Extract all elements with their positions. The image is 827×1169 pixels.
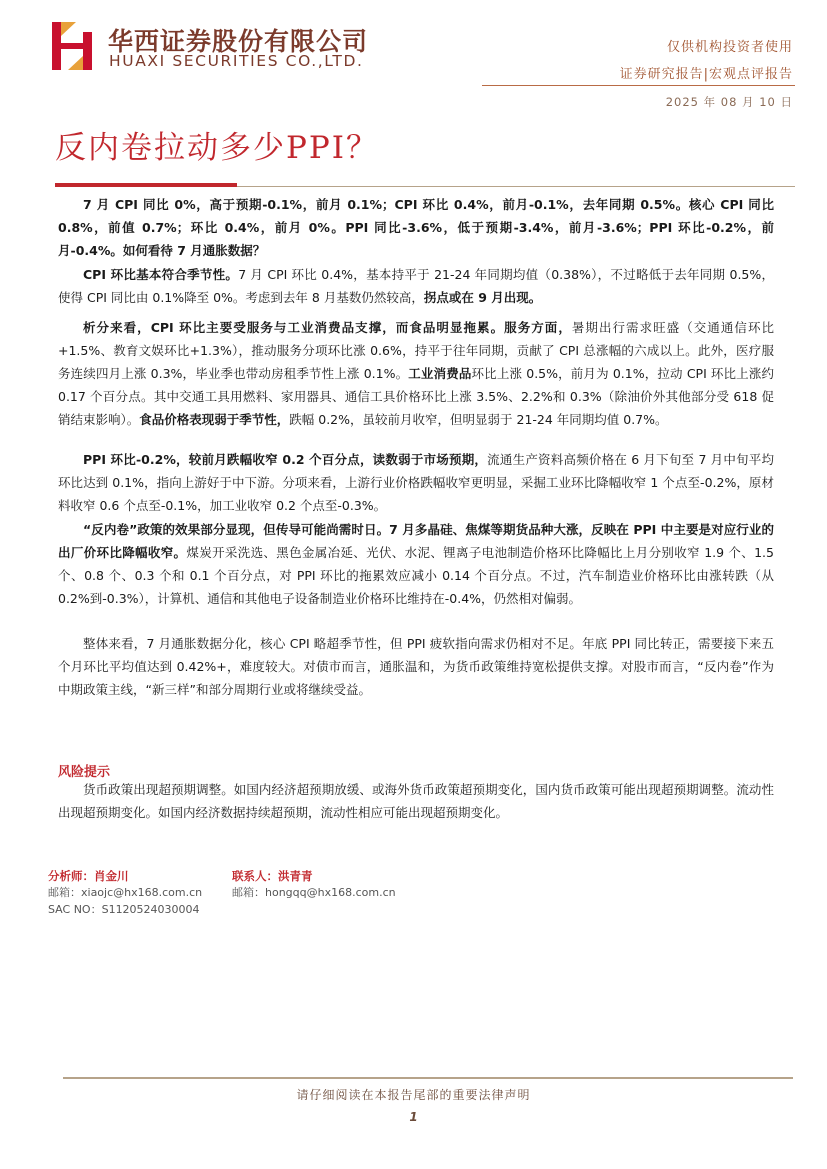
report-type: 证券研究报告|宏观点评报告: [619, 67, 793, 82]
p2-bold: 析分来看，CPI 环比主要受服务与工业消费品支撑，而食品明显拖累。服务方面，: [83, 320, 572, 335]
company-name-en: HUAXI SECURITIES CO.,LTD.: [109, 52, 364, 70]
p3-text: 流通生产资料高频价格在 6 月下旬至 7 月中旬平均环比达到 0.1%，指向上游好于中下游。分项来看，上游行业价格跌幅收窄更明显，采掘工业环比降幅收窄 1 个点至-0.2%，原材料收窄 0.6 个点至-0.1%，加工业收窄 0.2 个点至-0.3%。: [58, 452, 774, 513]
p2-bold3: 食品价格表现弱于季节性，: [139, 412, 290, 427]
analyst-name: 分析师：肖金川: [48, 869, 129, 883]
p1-bold2: 拐点或在 9 月出现。: [423, 290, 542, 305]
page-number: 1: [409, 1110, 418, 1124]
report-date: 2025 年 08 月 10 日: [665, 95, 793, 109]
page-title: 反内卷拉动多少PPI？: [55, 130, 379, 166]
contact-email: 邮箱：hongqq@hx168.com.cn: [232, 886, 396, 899]
audience-note: 仅供机构投资者使用: [666, 40, 793, 55]
paragraph-anti-involution: [58, 518, 774, 610]
p2-text3: 跌幅 0.2%，虽较前月收窄，但明显弱于 21-24 年同期均值 0.7%。: [289, 412, 668, 427]
p2-bold2: 工业消费品: [408, 366, 472, 381]
analyst-sac: SAC NO：S1120524030004: [48, 903, 200, 916]
p2-text2: 环比上涨 0.5%，前月为 0.1%，拉动 CPI 环比上涨约 0.17 个百分点。其中交通工具用燃料、家用器具、通信工具价格环比上涨 3.5%、2.2%和 0.3%（除油价外其他部分受 618 促销结束影响）。: [58, 366, 774, 427]
p1-bold: CPI 环比基本符合季节性。: [83, 267, 239, 282]
company-logo-icon: [52, 22, 92, 70]
footer-divider: [63, 1077, 793, 1079]
paragraph-ppi: [58, 448, 774, 517]
summary-text: 7 月 CPI 同比 0%，高于预期-0.1%，前月 0.1%；CPI 环比 0.4%，前月-0.1%，去年同期 0.5%。核心 CPI 同比 0.8%，前值 0.7%；环比 0.4%，前月 0%。PPI 同比-3.6%，低于预期-3.4%，前月-3.6%；PPI 环比-0.2%，前月-0.4%。如何看待 7 月通胀数据？: [58, 197, 774, 258]
contact-name: 联系人：洪青青: [232, 869, 313, 883]
paragraph-conclusion: [58, 632, 774, 701]
p3-bold: PPI 环比-0.2%，较前月跌幅收窄 0.2 个百分点，读数弱于市场预期，: [83, 452, 488, 467]
paragraph-cpi-seasonality: [58, 263, 774, 309]
footer-disclaimer: 请仔细阅读在本报告尾部的重要法律声明: [296, 1088, 531, 1102]
p4-bold: “反内卷”政策的效果部分显现，但传导可能尚需时日。7 月多晶硅、焦煤等期货品种大涨，反映在 PPI 中主要是对应行业的出厂价环比降幅收窄。: [58, 522, 774, 560]
summary-paragraph: [58, 193, 774, 262]
title-accent-bar: [55, 183, 237, 187]
p4-text: 煤炭开采洗选、黑色金属冶延、光伏、水泥、锂离子电池制造价格环比降幅比上月分别收窄 1.9 个、1.5 个、0.8 个、0.3 个和 0.1 个百分点，对 PPI 环比的拖累效应减小 0.14 个百分点。不过，汽车制造业价格环比由涨转跌（从 0.2%到-0.3%），计算机、通信和其他电子设备制造业价格环比维持在-0.4%，仍然相对偏弱。: [58, 545, 774, 606]
company-name-cn: 华西证券股份有限公司: [108, 27, 369, 56]
analyst-email: 邮箱：xiaojc@hx168.com.cn: [48, 886, 203, 899]
risk-text: 货币政策出现超预期调整。如国内经济超预期放缓、或海外货币政策超预期变化，国内货币政策可能出现超预期调整。流动性出现超预期变化。如国内经济数据持续超预期，流动性相应可能出现超预期变化。: [58, 782, 774, 820]
p1-text: 7 月 CPI 环比 0.4%，基本持平于 21-24 年同期均值（0.38%），不过略低于去年同期 0.5%，使得 CPI 同比由 0.1%降至 0%。考虑到去年 8 月基数仍然较高，: [58, 267, 775, 305]
p2-text: 暑期出行需求旺盛（交通通信环比+1.5%、教育文娱环比+1.3%），推动服务分项环比涨 0.6%，持平于往年同期，贡献了 CPI 总涨幅的六成以上。此外，医疗服务连续四月上涨 0.3%，毕业季也带动房租季节性上涨 0.1%。: [58, 320, 774, 381]
paragraph-cpi-breakdown: [58, 316, 774, 431]
risk-heading: 风险提示: [58, 765, 111, 780]
header-divider: [482, 85, 795, 86]
p5-text: 整体来看，7 月通胀数据分化，核心 CPI 略超季节性，但 PPI 疲软指向需求仍相对不足。年底 PPI 同比转正，需要接下来五个月环比平均值达到 0.42%+，难度较大。对债市而言，通胀温和，为货币政策维持宽松提供支撑。对股市而言，“反内卷”作为中期政策主线，“新三样”和部分周期行业或将继续受益。: [58, 636, 774, 697]
